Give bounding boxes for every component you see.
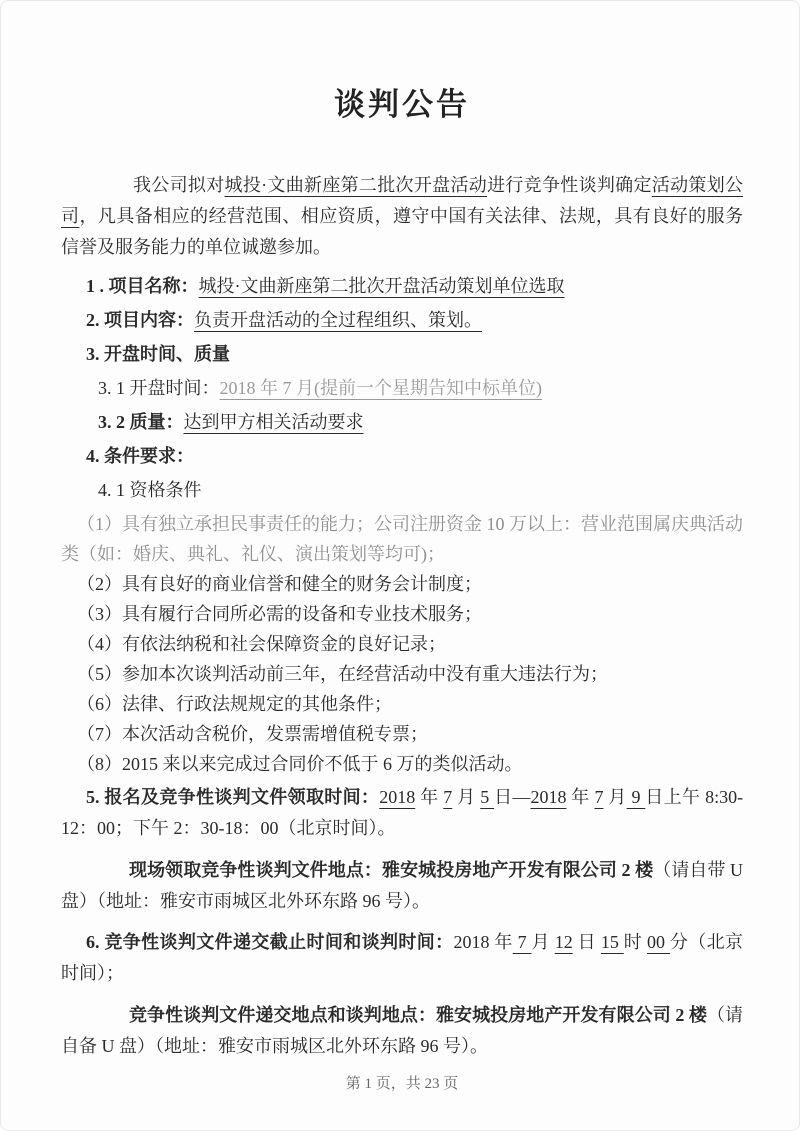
item-5-month-start: 7 [443,787,453,807]
submit-location-bold: 竞争性谈判文件递交地点和谈判地点：雅安城投房地产开发有限公司 2 楼 [129,1005,707,1025]
item-5-text: 日上午 8:30-12：00；下午 2：30-18：00（北京时间）。 [61,787,744,838]
pickup-location-normal: （请自带 U 盘）（地址：雅安市雨城区北外环东路 96 号）。 [61,860,743,911]
item-6-day: 12 [554,932,573,952]
item-3-1-value: 2018 年 7 月(提前一个星期告知中标单位) [219,378,542,398]
condition-2: （2）具有良好的商业信誉和健全的财务会计制度； [77,574,482,594]
item-5-text: 日— [494,787,531,807]
item-6-text: 2018 年 [453,932,513,952]
item-5-label: 5. 报名及竞争性谈判文件领取时间： [86,787,380,807]
intro-text: 进行竞争性谈判确定 [487,175,652,195]
item-5-day-start: 5 [480,787,495,807]
item-4-1-subheading: 4. 1 资格条件 [98,480,202,500]
intro-text: 我公司拟对 [133,175,225,195]
condition-6: （6）法律、行政法规规定的其他条件； [77,694,392,714]
item-6-minute: 00 [647,932,670,952]
item-5-year-start: 2018 [379,787,416,807]
item-3-1-opening-time [61,373,743,404]
item-6-text: 时 [623,932,647,952]
condition-5: （5）参加本次谈判活动前三年，在经营活动中没有重大违法行为； [77,664,608,684]
item-5-registration-time [61,782,743,844]
item-6-deadline-time [61,927,743,989]
intro-underlined-project: 城投·文曲新座第二批次开盘活动 [224,175,488,195]
item-3-2-quality [61,407,743,438]
document-title: 谈判公告 [334,87,470,122]
item-2-value: 负责开盘活动的全过程组织、策划。 [194,310,482,330]
condition-8: （8）2015 来以来完成过合同价不低于 6 万的类似活动。 [77,754,523,774]
item-4-heading: 4. 条件要求： [86,446,194,466]
pickup-location-bold: 现场领取竞争性谈判文件地点：雅安城投房地产开发有限公司 2 楼 [129,860,654,880]
condition-4: （4）有依法纳税和社会保障资金的良好记录； [77,634,446,654]
item-5-text: 年 [566,787,595,807]
item-6-text: 月 [531,932,555,952]
pickup-location-paragraph [61,855,743,917]
item-1-value: 城投·文曲新座第二批次开盘活动策划单位选取 [198,276,565,296]
intro-paragraph [61,170,743,263]
intro-text: ，凡具备相应的经营范围、相应资质，遵守中国有关法律、法规，具有良好的服务信誉及服务能力的单位诚邀参加。 [61,206,744,257]
item-3-heading: 3. 开盘时间、质量 [86,344,230,364]
item-5-text: 年 [415,787,444,807]
page-number-footer: 第 1 页，共 23 页 [345,1076,459,1092]
item-2-project-content [61,305,743,336]
item-5-text: 月 [452,787,481,807]
item-5-text: 月 [603,787,627,807]
item-6-month: 7 [512,932,532,952]
item-3-1-label: 3. 1 开盘时间： [98,378,220,398]
submit-location-normal: （请自备 U 盘）（地址：雅安市雨城区北外环东路 96 号）。 [61,1005,744,1056]
item-6-hour: 15 [600,932,624,952]
item-1-project-name [61,271,743,302]
submit-location-paragraph [61,1000,743,1062]
condition-7: （7）本次活动含税价，发票需增值税专票； [77,724,428,744]
item-2-label: 2. 项目内容： [86,310,194,330]
intro-underlined-company-type: 活动策划公司 [61,175,744,226]
condition-1: （1）具有独立承担民事责任的能力；公司注册资金 10 万以上：营业范围属庆典活动类（如：婚庆、典礼、礼仪、演出策划等均可)； [61,514,743,564]
item-5-year-end: 2018 [530,787,567,807]
item-3-2-value: 达到甲方相关活动要求 [183,412,364,432]
item-5-month-end: 7 [594,787,604,807]
item-6-label: 6. 竞争性谈判文件递交截止时间和谈判时间： [86,932,454,952]
condition-3: （3）具有履行合同所必需的设备和专业技术服务； [77,604,482,624]
item-5-day-end: 9 [626,787,646,807]
item-1-label: 1 . 项目名称： [86,276,199,296]
item-6-text: 日 [572,932,601,952]
item-6-text: 分（北京时间）； [61,932,743,983]
item-3-2-label: 3. 2 质量： [98,412,184,432]
